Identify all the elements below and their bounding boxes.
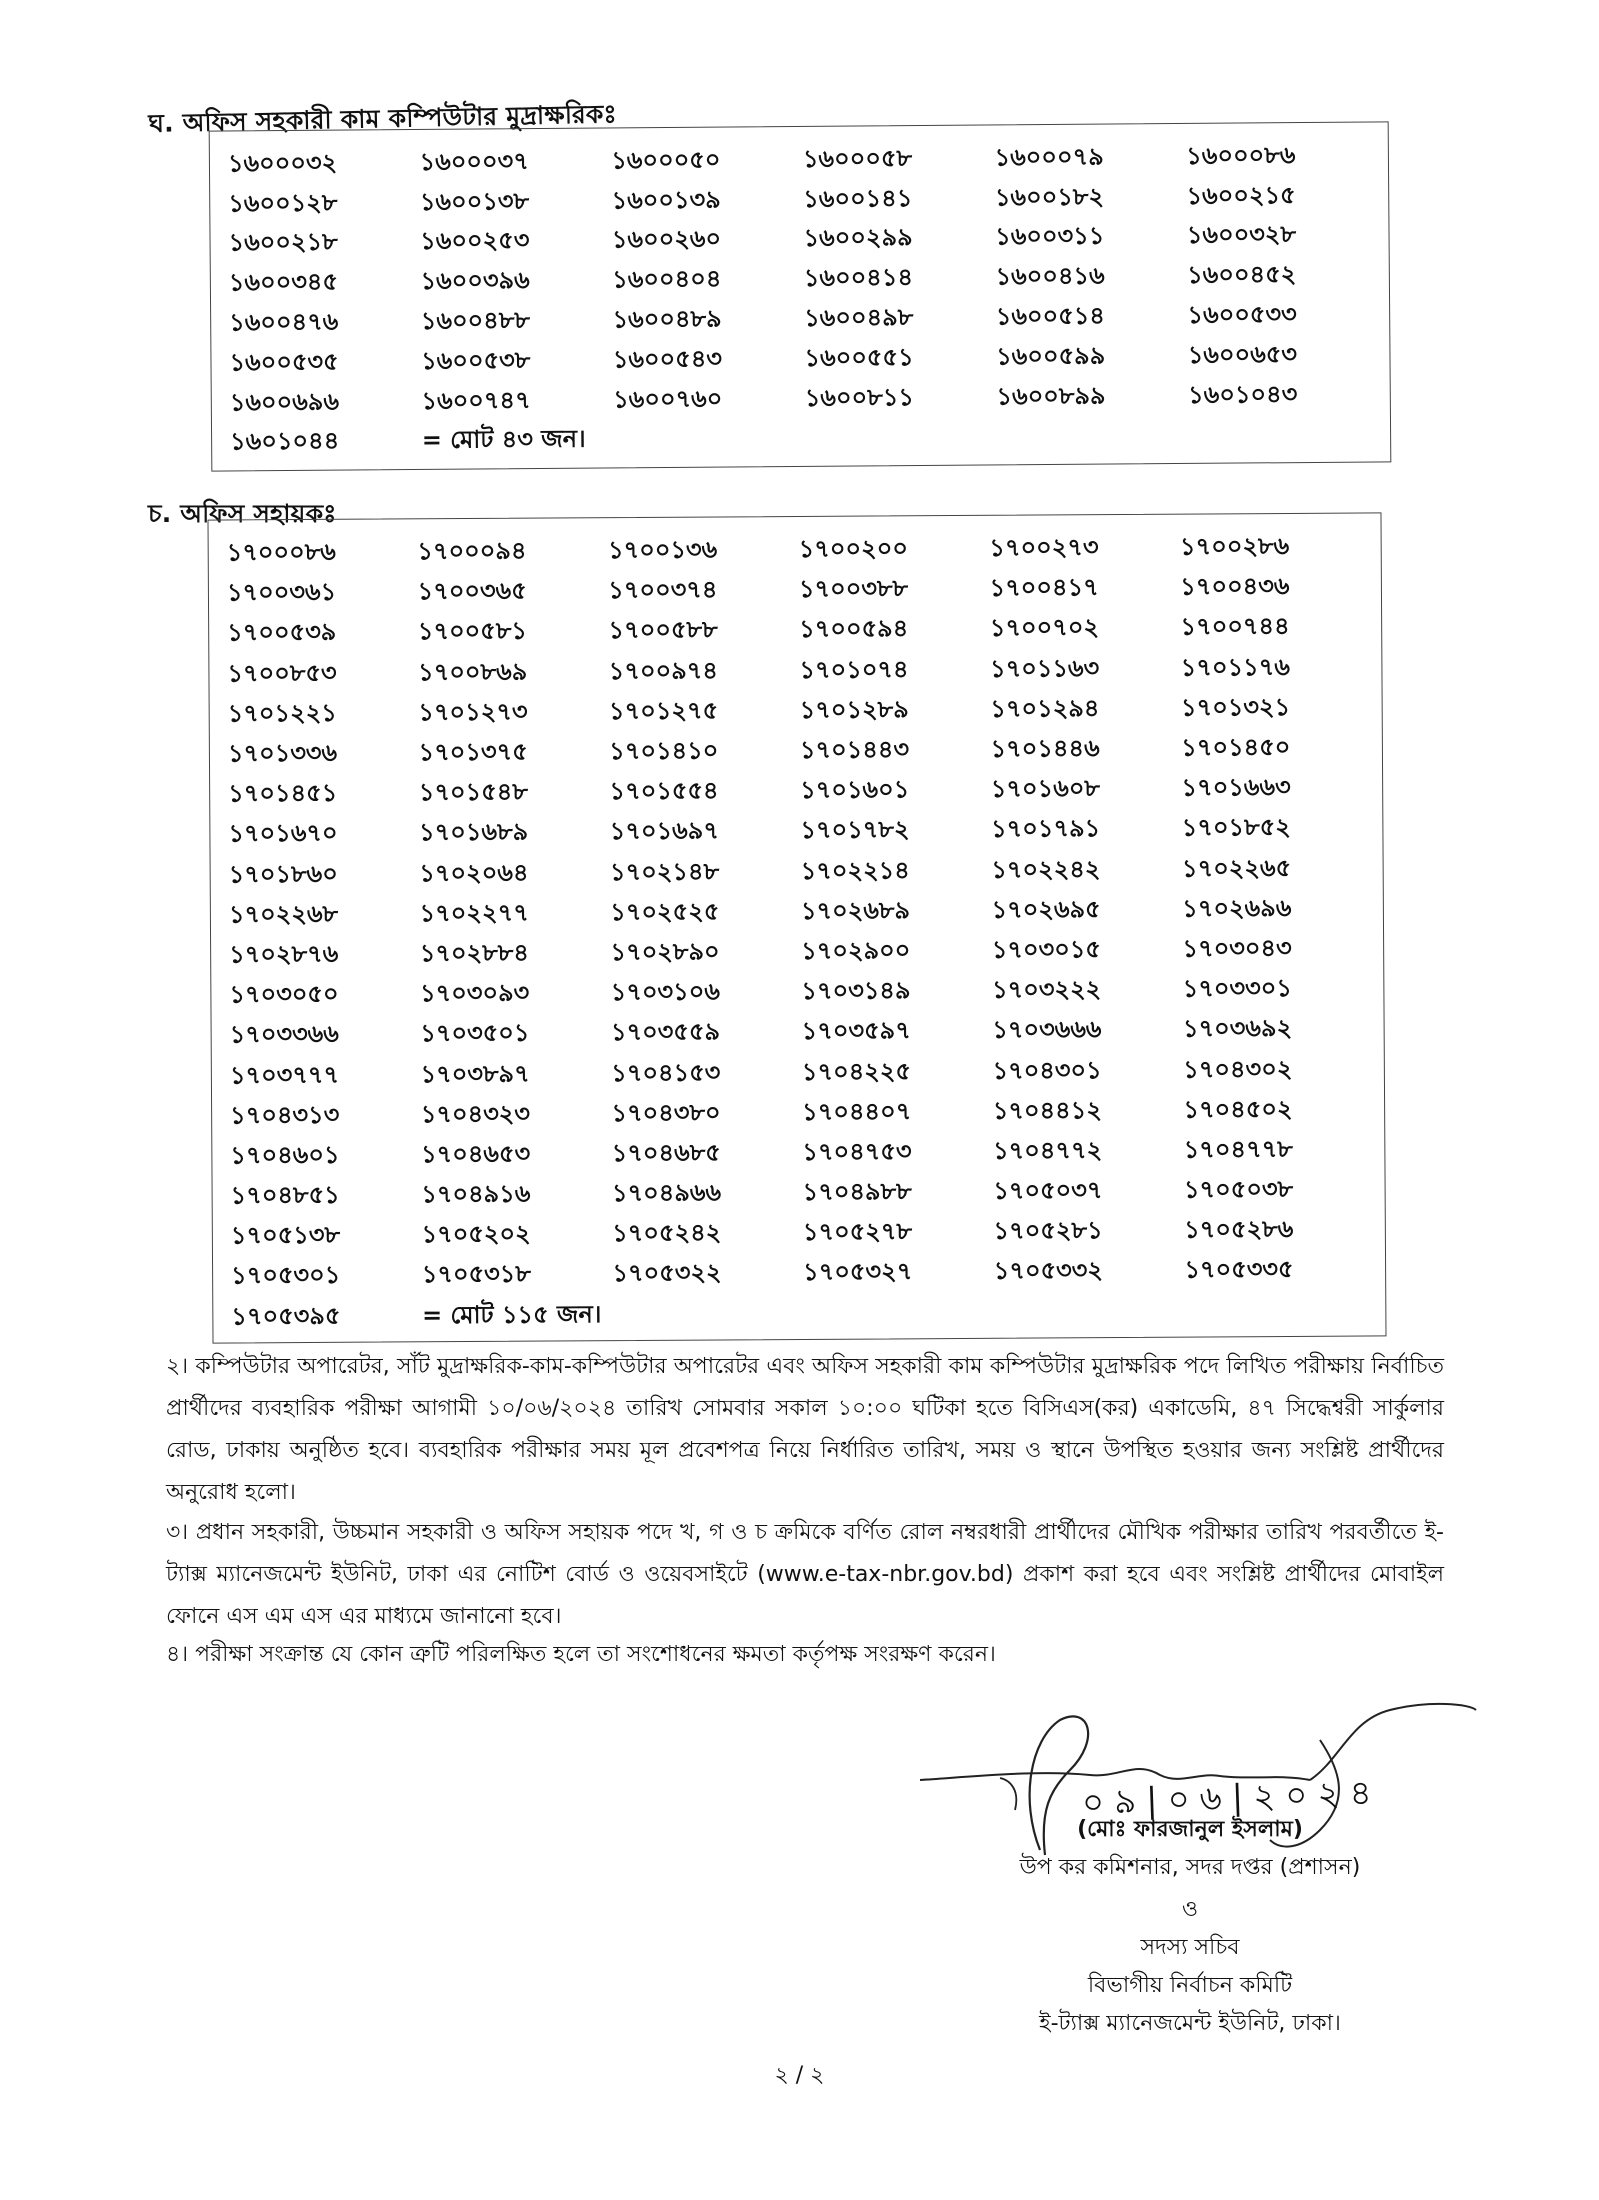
roll-number: ১৭০১৬৯৭	[609, 816, 719, 846]
roll-number: ১৭০০০৯৪	[417, 536, 527, 566]
roll-number: ১৭০৩৫৯৭	[801, 1016, 911, 1046]
roll-number: ১৬০০৫১৪	[995, 301, 1106, 331]
roll-number: ১৭০৪৯৮৮	[802, 1177, 912, 1207]
roll-grid	[228, 134, 1380, 464]
roll-number: ১৬০০৫৩৩	[1187, 300, 1297, 330]
roll-number: ১৬০০২১৫	[1186, 180, 1296, 210]
roll-number: ১৭০১৩৭৫	[418, 737, 528, 767]
roll-number: ১৭০০৭৪৪	[1180, 612, 1290, 642]
roll-number: ১৭০২০৬৪	[419, 858, 529, 887]
roll-number: ১৭০৫৩২৭	[803, 1257, 913, 1287]
roll-number: ১৭০০০৮৬	[226, 537, 336, 567]
roll-number: ১৭০২৬৯৫	[991, 894, 1101, 924]
roll-number: ১৭০১৪৪৩	[799, 735, 910, 765]
roll-number: ১৬০০১৪১	[803, 183, 913, 213]
paragraph-3: ৩। প্রধান সহকারী, উচ্চমান সহকারী ও অফিস সহায়ক পদে খ, গ ও চ ক্রমিকে বর্ণিত রোল নম্বরধারী প্রার্থীদের মৌখিক পরীক্ষার তারিখ পরবর্তীতে ই-ট্যাক্স ম্যানেজমেন্ট ইউনিট, ঢাকা এর নোটিশ বোর্ড ও ওয়েবসাইটে (www.e-tax-nbr.gov.bd) প্রকাশ করা হবে এবং সংশ্লিষ্ট প্রার্থীদের মোবাইল ফোনে এস এম এস এর মাধ্যমে জানানো হবে।	[166, 1520, 1444, 1629]
roll-number: ১৬০০৫৩৫	[229, 347, 339, 377]
roll-number: ১৭০১৬০৮	[990, 774, 1101, 804]
roll-number: ১৬০০১৮২	[994, 182, 1105, 212]
roll-number: ১৭০৩৮৯৭	[420, 1059, 530, 1088]
roll-number: ১৭০০৩৬১	[226, 578, 337, 607]
roll-number: ১৬০০২১৮	[228, 228, 338, 257]
roll-number: ১৭০৫৩১৮	[421, 1260, 531, 1289]
roll-number: ১৭০১৬৭০	[228, 819, 338, 848]
signatory-designation: উপ কর কমিশনার, সদর দপ্তর (প্রশাসন)	[1019, 1855, 1361, 1880]
roll-number: ১৭০২২৬৫	[1181, 853, 1292, 883]
paragraph-4: ৪। পরীক্ষা সংক্রান্ত যে কোন ত্রুটি পরিলক্ষিত হলে তা সংশোধনের ক্ষমতা কর্তৃপক্ষ সংরক্ষণ করেন।	[166, 1642, 996, 1667]
roll-number: ১৭০৪৭৭৮	[1183, 1134, 1293, 1164]
roll-number: ১৬০০১৩৯	[611, 185, 721, 215]
roll-number: ১৭০২৬৮৯	[800, 896, 911, 925]
roll-number: ১৭০০২৭৩	[989, 533, 1099, 562]
signatory-name: (মোঃ ফারজানুল ইসলাম)	[1077, 1817, 1303, 1842]
roll-number: ১৭০৩০৪৩	[1182, 933, 1292, 963]
roll-number: ১৭০৪৩২৩	[420, 1099, 531, 1129]
roll-number: ১৬০০৬৫৩	[1187, 339, 1298, 369]
roll-number: ১৭০০৮৫৩	[227, 658, 337, 688]
roll-number: ১৭০৫০৩৮	[1183, 1175, 1294, 1204]
roll-number: ১৭০১৫৪৮	[418, 777, 528, 807]
roll-number: ১৬০০৪৯৮	[804, 303, 914, 333]
roll-number: ১৭০৫৩০১	[231, 1261, 341, 1290]
roll-number: ১৭০১৪৫০	[1181, 733, 1291, 762]
roll-number: ১৬০১০৪৪	[230, 427, 340, 456]
signatory-committee: বিভাগীয় নির্বাচন কমিটি	[1087, 1973, 1293, 1998]
roll-number: ১৭০২৯০০	[801, 936, 911, 965]
roll-number: ১৭০১৬৬৩	[1181, 773, 1291, 802]
roll-number: ১৭০৫৩৩২	[993, 1256, 1104, 1286]
roll-number: ১৬০০২৯৯	[803, 223, 913, 253]
signatory-conjunction: ও	[1181, 1897, 1199, 1922]
roll-number: ১৬০০৭৪৭	[421, 385, 531, 415]
signature-date: ০৯|০৬|২০২৪	[1081, 1772, 1383, 1824]
roll-number: ১৭০৫০৩৭	[993, 1176, 1103, 1205]
roll-number: ১৭০১২৮৯	[799, 695, 909, 724]
section-gha-heading: ঘ. অফিস সহকারী কাম কম্পিউটার মুদ্রাক্ষরিকঃ	[148, 99, 618, 138]
roll-number: ১৭০৩১৪৯	[801, 976, 911, 1006]
roll-number: ১৭০৪৯১৬	[421, 1179, 531, 1209]
roll-number: ১৬০০৫৩৮	[421, 345, 531, 375]
roll-number: ১৬০১০৪৩	[1188, 379, 1298, 409]
roll-number: ১৭০১৪৪৬	[990, 734, 1100, 763]
roll-number: ১৭০১৮৫২	[1181, 813, 1291, 843]
roll-number: ১৭০৩২২২	[991, 975, 1102, 1004]
roll-number: ১৬০০৪১৪	[803, 263, 914, 293]
roll-number: ১৭০০৫৮১	[417, 617, 528, 646]
roll-number: ১৭০১৭৮২	[800, 815, 910, 845]
roll-number: ১৭০২২৬৮	[228, 899, 339, 929]
roll-number: ১৭০৩০১৫	[991, 935, 1102, 964]
roll-number: ১৭০৪৩১৩	[230, 1100, 340, 1130]
roll-number: ১৭০২৫২৫	[610, 897, 720, 926]
roll-number: ১৭০০৩৭৪	[608, 575, 718, 605]
roll-number: ১৭০৫২৮১	[993, 1216, 1103, 1246]
roll-number: ১৭০৫২৭৮	[802, 1217, 913, 1247]
roll-number: ১৭০৩৬৬৬	[992, 1015, 1102, 1045]
roll-number: ১৬০০৪৮৮	[420, 306, 531, 336]
roll-number: ১৭০০৫৩৯	[227, 618, 337, 647]
roll-number: ১৭০৫৩৯৫	[231, 1301, 341, 1331]
signatory-office: ই-ট্যাক্স ম্যানেজমেন্ট ইউনিট, ঢাকা।	[1039, 2011, 1341, 2036]
roll-number: ১৭০৩৩০১	[1182, 974, 1292, 1003]
section-cha-heading: চ. অফিস সহায়কঃ	[148, 499, 337, 528]
roll-number: ১৭০০৭০২	[989, 613, 1100, 643]
roll-number: ১৭০১১৭৬	[1180, 652, 1290, 682]
roll-number: ১৭০০৩৮৮	[798, 574, 909, 604]
roll-number: ১৭০৩৫৫৯	[610, 1017, 721, 1047]
roll-number: ১৭০২৬৯৬	[1182, 893, 1292, 923]
roll-number: ১৬০০৫৪৩	[612, 344, 723, 374]
roll-number: ১৭০২৮৯০	[610, 937, 720, 967]
roll-number: ১৬০০১২৮	[228, 188, 338, 218]
roll-number: ১৭০২৮৮৪	[419, 938, 529, 968]
roll-number: ১৭০২২১৪	[800, 855, 910, 885]
roll-number: ১৭০২২৪২	[991, 854, 1101, 884]
roll-number: ১৬০০৪০৪	[612, 264, 722, 294]
roll-number: ১৭০১২৭৫	[608, 696, 719, 725]
roll-number: ১৭০১৮৬০	[228, 859, 338, 889]
roll-number: ১৭০৩০৯৩	[419, 978, 530, 1008]
roll-number: ১৬০০০৫৮	[802, 144, 913, 173]
roll-number: ১৬০০৩১১	[995, 222, 1105, 251]
roll-number: ১৭০১৪১০	[609, 736, 719, 766]
roll-number: ১৭০০৪৩৬	[1180, 572, 1290, 601]
roll-number: ১৭০১২২১	[227, 698, 337, 728]
roll-number: ১৭০৫২৮৬	[1184, 1215, 1294, 1244]
roll-number: ১৭০০৩৬৫	[417, 576, 527, 606]
roll-number: ১৭০৫২৪২	[612, 1218, 722, 1248]
roll-number: ১৬০০৭৬০	[613, 384, 723, 414]
roll-number: ১৭০১৩৩৬	[227, 738, 338, 768]
roll-number: ১৬০০০৭৯	[994, 142, 1104, 172]
roll-number: ১৭০০৫৮৮	[608, 615, 718, 645]
roll-number: ১৭০৫৩২২	[612, 1258, 722, 1288]
roll-number: ১৭০০৯৭৪	[608, 656, 718, 685]
roll-number: ১৬০০১৩৮	[419, 186, 530, 216]
roll-number: ১৭০৪৩৮০	[611, 1098, 721, 1127]
roll-number: ১৭০৪৯৬৬	[611, 1178, 722, 1208]
roll-number: ১৬০০৫৫১	[804, 342, 914, 372]
roll-number: ১৭০৪৩০২	[1183, 1054, 1293, 1084]
roll-number: ১৬০০৩৪৫	[228, 267, 339, 297]
roll-number: ১৬০০০৮৬	[1186, 140, 1296, 170]
roll-number: ১৭০০২০০	[798, 534, 908, 564]
roll-number: ১৭০৩৩৬৬	[229, 1020, 339, 1049]
roll-number: ১৭০৪৬৫৩	[420, 1139, 531, 1169]
roll-number: ১৭০৩৭৭৭	[229, 1060, 340, 1089]
roll-number: ১৭০১৭৯১	[990, 814, 1101, 844]
roll-number: ১৭০৪২২৫	[801, 1056, 912, 1086]
roll-number: ১৭০৪৫০২	[1183, 1094, 1293, 1124]
roll-number: ১৬০০০৩৭	[419, 147, 529, 176]
signatory-role: সদস্য সচিব	[1140, 1935, 1240, 1960]
roll-number: ১৬০০০৫০	[611, 145, 721, 175]
roll-number: ১৬০০৬৯৬	[229, 387, 340, 417]
roll-number: ১৬০০৩৯৬	[420, 266, 530, 296]
roll-number: ১৭০২১৪৮	[609, 857, 720, 886]
roll-number: ১৭০১২৯৪	[990, 693, 1100, 723]
roll-number: ১৭০৪৪১২	[992, 1095, 1102, 1125]
roll-number: ১৭০১১৬৩	[989, 653, 1100, 683]
roll-number: ১৭০০৫৯৪	[799, 614, 909, 644]
roll-number: ১৭০৩১০৬	[610, 977, 720, 1007]
roll-number: ১৭০৪৮৫১	[230, 1180, 340, 1210]
roll-number: ১৭০১৪৫১	[228, 779, 338, 808]
roll-number: ১৭০০৪১৭	[989, 573, 1099, 603]
roll-number: ১৭০১৫৫৪	[609, 776, 719, 806]
roll-number: ১৭০২৮৭৬	[229, 939, 339, 969]
roll-number: ১৭০১৬৮৯	[418, 818, 529, 847]
page-number: ২ / ২	[774, 2063, 825, 2088]
roll-number: ১৬০০৪১৬	[995, 261, 1105, 291]
roll-number: ১৭০৫১৩৮	[230, 1221, 341, 1250]
roll-number: ১৬০০২৬০	[611, 225, 722, 254]
roll-number: ১৭০৫৩৩৫	[1184, 1255, 1294, 1285]
roll-number: ১৭০০২৮৬	[1179, 532, 1290, 561]
roll-number: ১৭০১৩২১	[1180, 692, 1291, 722]
roll-number: ১৬০০৩২৮	[1186, 220, 1297, 250]
roll-number: ১৭০৪৬৮৫	[611, 1138, 721, 1168]
roll-number: ১৬০০৮৯৯	[996, 381, 1106, 411]
roll-number: ১৬০০৮১১	[804, 382, 915, 412]
total-count: = মোট ৪৩ জন।	[421, 425, 586, 455]
roll-number: ১৬০০৪৫২	[1187, 260, 1297, 290]
roll-number: ১৭০১০৭৪	[799, 654, 909, 684]
roll-number: ১৬০০৪৮৯	[612, 304, 722, 334]
roll-number: ১৭০৪৭৫৩	[802, 1137, 912, 1166]
roll-number: ১৭০৩৬৯২	[1182, 1014, 1293, 1043]
roll-number: ১৭০৩৫০১	[420, 1018, 530, 1048]
roll-number: ১৬০০৪৭৬	[229, 307, 339, 337]
roll-number: ১৭০০১৩৬	[607, 535, 718, 565]
section-gha-roll-table	[209, 121, 1392, 471]
total-count: = মোট ১১৫ জন।	[421, 1299, 602, 1329]
roll-number: ১৭০১২৭৩	[418, 697, 528, 727]
roll-number: ১৭০৪৩০১	[992, 1055, 1102, 1085]
roll-number: ১৭০৩০৫০	[229, 979, 339, 1009]
roll-number: ১৭০৪৬০১	[230, 1140, 340, 1170]
roll-number: ১৭০১৬০১	[800, 775, 910, 805]
section-cha-roll-table	[207, 512, 1386, 1343]
roll-grid	[227, 525, 1376, 1336]
roll-number: ১৭০৪১৫৩	[611, 1058, 721, 1087]
roll-number: ১৭০৪৭৭২	[992, 1136, 1103, 1165]
roll-number: ১৬০০০৩২	[227, 148, 338, 178]
roll-number: ১৬০০৫৯৯	[996, 341, 1106, 371]
roll-number: ১৭০০৮৬৯	[417, 657, 528, 686]
paragraph-2: ২। কম্পিউটার অপারেটর, সাঁট মুদ্রাক্ষরিক-কাম-কম্পিউটার অপারেটর এবং অফিস সহকারী কাম কম্পিউটার মুদ্রাক্ষরিক পদে লিখিত পরীক্ষায় নির্বাচিত প্রার্থীদের ব্যবহারিক পরীক্ষা আগামী ১০/০৬/২০২৪ তারিখ সোমবার সকাল ১০:০০ ঘটিকা হতে বিসিএস(কর) একাডেমি, ৪৭ সিদ্ধেশ্বরী সার্কুলার রোড, ঢাকায় অনুষ্ঠিত হবে। ব্যবহারিক পরীক্ষার সময় মূল প্রবেশপত্র নিয়ে নির্ধারিত তারিখ, সময় ও স্থানে উপস্থিত হওয়ার জন্য সংশ্লিষ্ট প্রার্থীদের অনুরোধ হলো।	[166, 1354, 1444, 1505]
roll-number: ১৬০০২৫৩	[420, 226, 530, 256]
roll-number: ১৭০২২৭৭	[419, 898, 529, 928]
roll-number: ১৭০৪৪০৭	[802, 1097, 912, 1126]
roll-number: ১৭০৫২০২	[421, 1219, 531, 1249]
